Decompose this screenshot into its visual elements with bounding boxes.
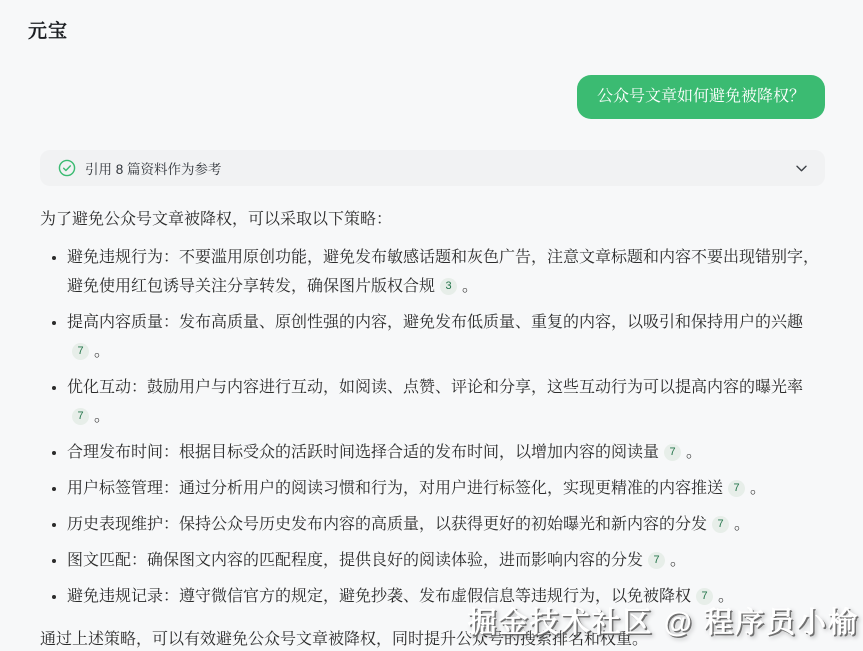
- bullet-text: 保持公众号历史发布内容的高质量，以获得更好的初始曝光和新内容的分发: [179, 516, 708, 533]
- citation-badge[interactable]: 7: [72, 343, 89, 360]
- app-title: 元宝: [28, 21, 69, 42]
- strategy-item: [67, 474, 825, 503]
- bullet-suffix: 。: [750, 480, 767, 497]
- strategy-item: [67, 546, 825, 575]
- bullet-text: 通过分析用户的阅读习惯和行为，对用户进行标签化，实现更精准的内容推送: [179, 480, 724, 497]
- bullet-suffix: 。: [94, 343, 111, 360]
- bullet-suffix: 。: [734, 516, 751, 533]
- bullet-suffix: 。: [670, 552, 687, 569]
- bullet-term: 提高内容质量：: [67, 314, 180, 331]
- bullet-text: 鼓励用户与内容进行互动，如阅读、点赞、评论和分享，这些互动行为可以提高内容的曝光率: [147, 379, 804, 396]
- bullet-term: 用户标签管理：: [67, 480, 180, 497]
- bullet-suffix: 。: [718, 588, 735, 605]
- citation-badge[interactable]: 7: [664, 444, 681, 461]
- citation-badge[interactable]: 7: [72, 408, 89, 425]
- bullet-text: 发布高质量、原创性强的内容，避免发布低质量、重复的内容，以吸引和保持用户的兴趣: [179, 314, 804, 331]
- bullet-text: 根据目标受众的活跃时间选择合适的发布时间，以增加内容的阅读量: [179, 444, 660, 461]
- bullet-term: 图文匹配：: [67, 552, 148, 569]
- answer-closing: 通过上述策略，可以有效避免公众号文章被降权，同时提升公众号的搜索排名和权重。: [40, 631, 649, 648]
- user-message-row: [40, 75, 825, 119]
- watermark: 掘金技术社区 @ 程序员小榆: [467, 607, 859, 639]
- citation-bar[interactable]: [40, 150, 825, 186]
- chat-area: [0, 75, 863, 651]
- citation-label: 引用 8 篇资料作为参考: [85, 162, 222, 177]
- citation-badge[interactable]: 7: [696, 588, 713, 605]
- strategy-item: [67, 510, 825, 539]
- bullet-suffix: 。: [94, 408, 111, 425]
- bullet-term: 历史表现维护：: [67, 516, 180, 533]
- chevron-down-icon[interactable]: [794, 161, 809, 176]
- user-message-bubble: 公众号文章如何避免被降权？: [577, 75, 825, 119]
- bullet-text: 不要滥用原创功能，避免发布敏感话题和灰色广告，注意文章标题和内容不要出现错别字，避免使用红包诱导关注分享转发，确保图片版权合规: [67, 249, 820, 295]
- strategy-item: [67, 373, 825, 431]
- bullet-term: 优化互动：: [67, 379, 148, 396]
- strategy-item: [67, 308, 825, 366]
- assistant-answer: [40, 205, 825, 651]
- bullet-suffix: 。: [462, 278, 479, 295]
- answer-intro: 为了避免公众号文章被降权，可以采取以下策略：: [40, 211, 393, 228]
- strategy-list: [40, 243, 825, 611]
- check-circle-icon: [58, 159, 76, 177]
- strategy-item: [67, 438, 825, 467]
- bullet-term: 避免违规记录：: [67, 588, 180, 605]
- bullet-term: 合理发布时间：: [67, 444, 180, 461]
- bullet-term: 避免违规行为：: [67, 249, 180, 266]
- header: [0, 0, 863, 43]
- bullet-suffix: 。: [686, 444, 703, 461]
- strategy-item: [67, 243, 825, 301]
- citation-badge[interactable]: 3: [440, 278, 457, 295]
- citation-badge[interactable]: 7: [728, 480, 745, 497]
- citation-badge[interactable]: 7: [648, 552, 665, 569]
- bullet-text: 遵守微信官方的规定，避免抄袭、发布虚假信息等违规行为，以免被降权: [179, 588, 692, 605]
- strategy-item: [67, 582, 825, 611]
- citation-badge[interactable]: 7: [712, 516, 729, 533]
- bullet-text: 确保图文内容的匹配程度，提供良好的阅读体验，进而影响内容的分发: [147, 552, 644, 569]
